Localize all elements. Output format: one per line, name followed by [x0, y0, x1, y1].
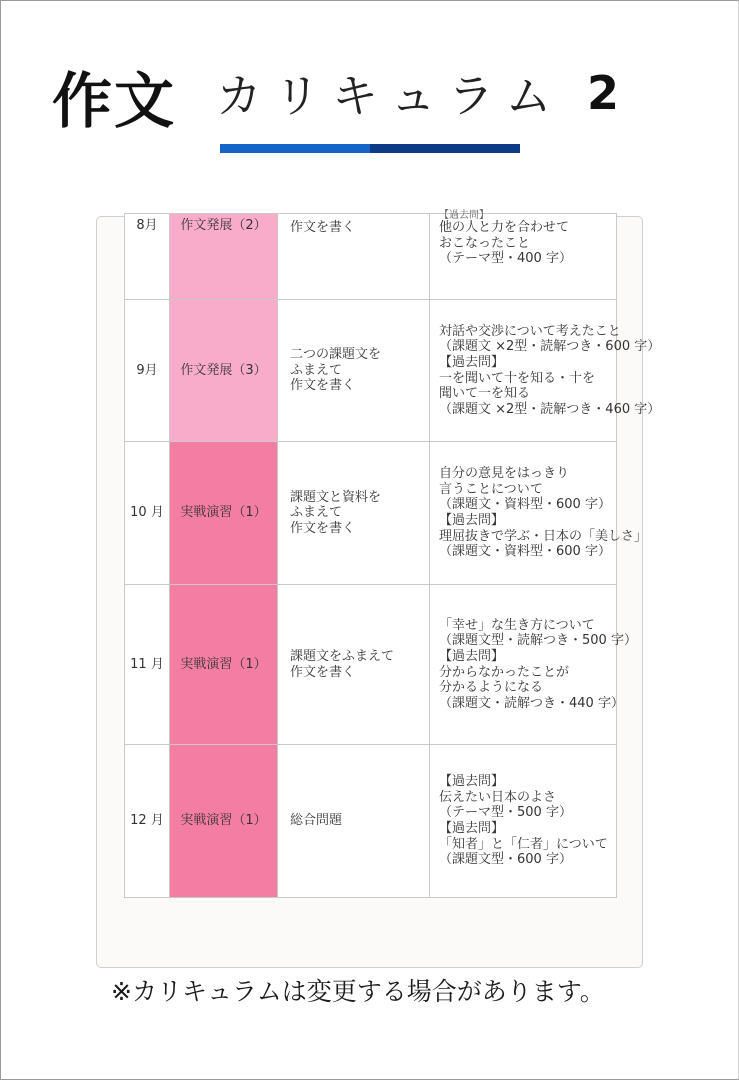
table-row: [125, 214, 617, 300]
task-line: 作文を書く: [290, 664, 356, 680]
month-cell: 8月: [125, 214, 170, 300]
theme-line: 聞いて一を知る: [439, 386, 531, 402]
theme-line: 「幸せ」な生き方について: [439, 617, 595, 633]
task-line: 作文を書く: [290, 520, 356, 536]
unit-cell: 実戦演習（1）: [170, 442, 278, 585]
task-cell: [278, 442, 430, 585]
theme-line: 【過去問】: [439, 513, 505, 528]
month-cell: 10 月: [125, 442, 170, 585]
month-cell: 11 月: [125, 585, 170, 745]
unit-cell: 作文発展（2）: [170, 214, 278, 300]
theme-line: 【過去問】: [439, 774, 505, 790]
theme-line: （課題文 ×2型・読解つき・460 字）: [439, 401, 661, 417]
page-title: 作文: [52, 67, 176, 137]
footnote: ※カリキュラムは変更する場合があります。: [111, 977, 605, 1006]
task-line: 課題文と資料を: [290, 489, 382, 505]
month-cell: 9月: [125, 300, 170, 442]
task-cell: [278, 745, 430, 898]
theme-line: 伝えたい日本のよさ: [439, 789, 557, 805]
theme-line: 【過去問】: [439, 821, 505, 836]
table-row: [125, 585, 617, 745]
theme-line: （テーマ型・400 字）: [439, 251, 572, 267]
theme-cell: [430, 745, 617, 898]
theme-line: （課題文・資料型・600 字）: [439, 497, 611, 513]
table-row: [125, 300, 617, 442]
theme-cell: [430, 210, 617, 300]
theme-cell: [430, 585, 637, 745]
curriculum-card: [96, 210, 661, 968]
task-cell: [278, 214, 430, 300]
theme-cell: [430, 300, 661, 442]
theme-line: （課題文 ×2型・読解つき・600 字）: [439, 339, 661, 355]
theme-line: 分からなかったことが: [439, 664, 570, 680]
title-underline-left: [220, 144, 370, 153]
theme-line: 理屈抜きで学ぶ・日本の「美しさ」: [439, 528, 648, 544]
theme-line: 自分の意見をはっきり: [439, 466, 570, 482]
month-cell: 12 月: [125, 745, 170, 898]
task-cell: [278, 300, 430, 442]
unit-cell: 実戦演習（1）: [170, 745, 278, 898]
theme-line: （課題文型・読解つき・500 字）: [439, 633, 637, 649]
task-line: 総合問題: [290, 813, 343, 829]
theme-cell: [430, 442, 648, 585]
theme-line: 【過去問】: [439, 354, 505, 370]
curriculum-table: [124, 210, 661, 898]
task-line: 二つの課題文を: [290, 347, 382, 363]
title-underline-right: [370, 144, 520, 153]
theme-line: 他の人と力を合わせて: [439, 220, 570, 235]
task-line: 作文を書く: [290, 220, 356, 235]
theme-line: （テーマ型・500 字）: [439, 805, 572, 821]
theme-line: （課題文・資料型・600 字）: [439, 544, 611, 560]
theme-line: 「知者」と「仁者」について: [439, 836, 608, 852]
task-cell: [278, 585, 430, 745]
theme-line: 【過去問】: [439, 648, 505, 664]
unit-cell: 作文発展（3）: [170, 300, 278, 442]
unit-cell: 実戦演習（1）: [170, 585, 278, 745]
theme-line: （課題文型・600 字）: [439, 852, 572, 868]
theme-line: 分かるようになる: [439, 680, 544, 696]
task-line: 作文を書く: [290, 378, 356, 394]
theme-line: （課題文・読解つき・440 字）: [439, 695, 624, 711]
page-subtitle: カリキュラム: [216, 69, 564, 123]
task-line: ふまえて: [290, 505, 343, 521]
task-line: 課題文をふまえて: [290, 648, 395, 664]
theme-line: 対話や交渉について考えたこと: [439, 323, 621, 339]
theme-line: おこなったこと: [439, 235, 531, 251]
table-row: [125, 442, 617, 585]
theme-line: 一を聞いて十を知る・十を: [439, 370, 596, 386]
page-number: 2: [587, 66, 620, 120]
theme-cut-line: 【過去問】: [439, 210, 489, 221]
table-row: [125, 745, 617, 898]
theme-line: 言うことについて: [439, 481, 543, 497]
task-line: ふまえて: [290, 362, 343, 378]
